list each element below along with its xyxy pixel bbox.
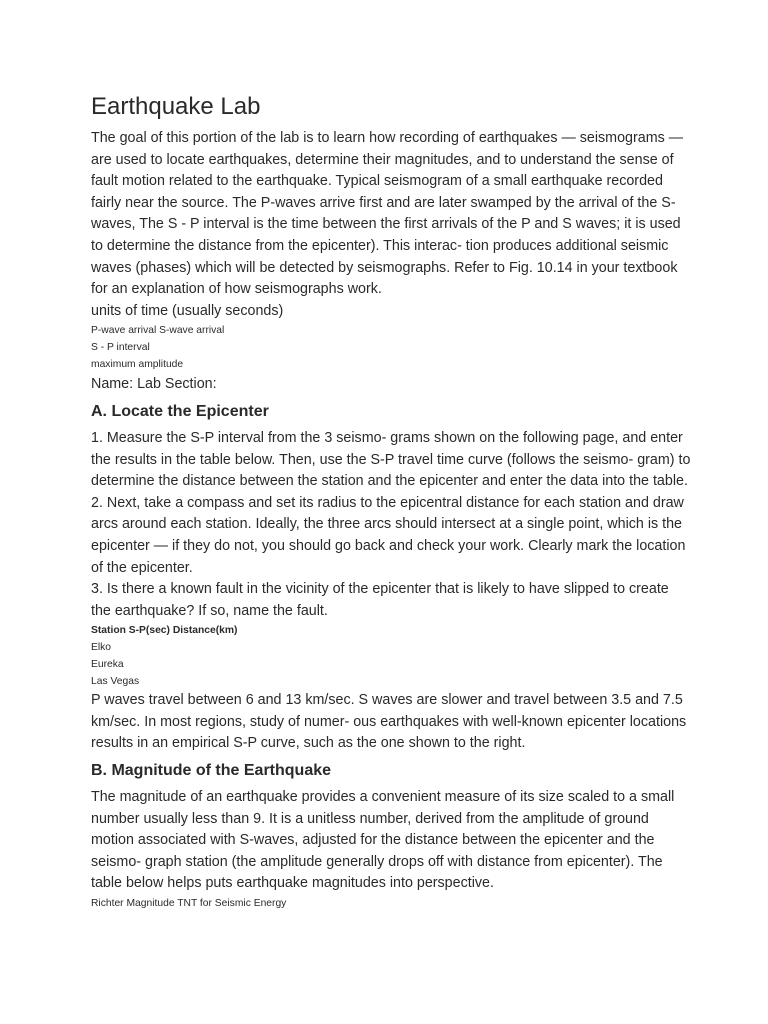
section-a-paragraph-1: 1. Measure the S-P interval from the 3 seismo- grams shown on the following page, and enter the results in the table below. Then, use the S-P travel time curve (follows the seismo- gram) to determine the distance between the station and the epicenter and enter the data into the table. 2. Next, take a compass and set its radius to the epicentral distance for each station and draw arcs around each station. Ideally, the three arcs should intersect at a single point, which is the epicenter — if they do not, you should go back and check your work. Clearly mark the location of the epicenter. [91, 429, 691, 576]
station-table-header: Station S-P(sec) Distance(km) [91, 625, 238, 637]
section-b-paragraph-1: The magnitude of an earthquake provides a convenient measure of its size scaled to a small number usually less than 9. It is a unitless number, derived from the amplitude of ground motion associated with S-waves, adjusted for the distance between the epicenter and the seismo- graph station (the amplitude generally drops off with distance from epicenter). The table below helps puts earthquake magnitudes into perspective. [91, 789, 675, 892]
figure-label-arrivals: P-wave arrival S-wave arrival [91, 325, 225, 337]
station-row: Las Vegas [91, 676, 140, 688]
page-title: Earthquake Lab [91, 93, 261, 120]
section-a-heading: A. Locate the Epicenter [91, 402, 269, 420]
station-row: Eureka [91, 659, 124, 671]
figure-label-amplitude: maximum amplitude [91, 359, 184, 371]
section-a-paragraph-2: 3. Is there a known fault in the vicinity of the epicenter that is likely to have slipped to create the earthquake? If so, name the fault. [91, 581, 669, 619]
section-a-paragraph-3: P waves travel between 6 and 13 km/sec. S waves are slower and travel between 3.5 and 7.5 km/sec. In most regions, study of numer- ous earthquakes with well-known epicenter locations results in an empirical S-P curve, such as the one shown to the right. [91, 692, 687, 752]
figure-label-interval: S - P interval [91, 342, 150, 354]
station-row: Elko [91, 642, 112, 654]
intro-paragraph: The goal of this portion of the lab is to learn how recording of earthquakes — seismograms — are used to locate earthquakes, determine their magnitudes, and to understand the sense of fault motion related to the earthquake. Typical seismogram of a small earthquake recorded fairly near the source. The P-waves arrive first and are later swamped by the arrival of the S-waves, The S - P interval is the time between the first arrivals of the P and S waves; it is used to determine the distance from the epicenter). This interac- tion produces additional seismic waves (phases) which will be detected by seismographs. Refer to Fig. 10.14 in your textbook for an explanation of how seismographs work. [91, 130, 684, 298]
document-page [91, 92, 691, 912]
name-lab-section-line: Name: Lab Section: [91, 376, 217, 393]
section-b-heading: B. Magnitude of the Earthquake [91, 762, 332, 780]
units-line: units of time (usually seconds) [91, 302, 284, 319]
magnitude-table-header: Richter Magnitude TNT for Seismic Energy [91, 898, 287, 910]
